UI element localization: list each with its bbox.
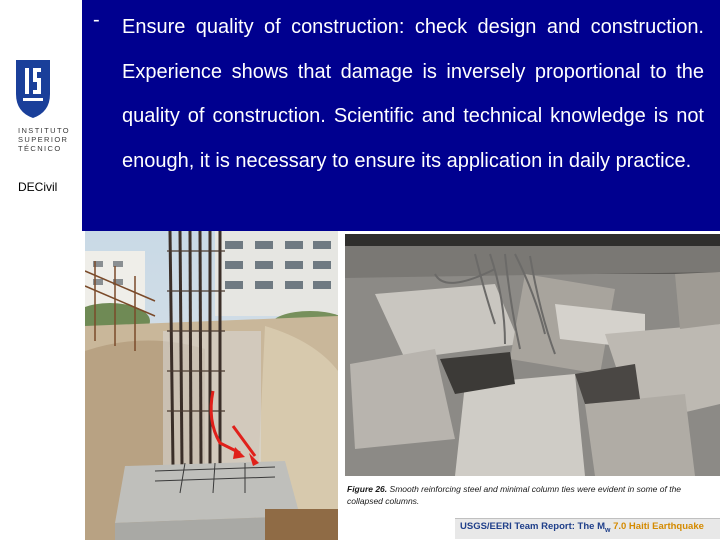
figure-number: Figure 26. bbox=[347, 484, 388, 494]
figure-caption bbox=[347, 483, 719, 507]
construction-site-photo bbox=[85, 231, 338, 540]
report-title-suffix: 7.0 Haiti Earthquake bbox=[610, 521, 704, 532]
report-title-prefix: USGS/EERI Team Report: The M bbox=[460, 521, 605, 532]
bullet-marker: - bbox=[93, 9, 100, 31]
institution-name bbox=[18, 126, 78, 153]
institution-line-1: INSTITUTO bbox=[18, 126, 71, 135]
ist-logo-icon bbox=[14, 58, 52, 120]
figure-caption-text: Smooth reinforcing steel and minimal column ties were evident in some of the collapsed columns. bbox=[347, 484, 682, 506]
report-title bbox=[460, 521, 704, 534]
report-title-subscript: w bbox=[604, 526, 611, 534]
body-paragraph: Ensure quality of construction: check design and construction. Experience shows that damage is inversely proportional to the quality of construction. Scientific and technical knowledge is not enough, it is necessary to ensure its application in daily practice. bbox=[122, 16, 704, 172]
collapsed-column-photo bbox=[345, 234, 720, 476]
institution-line-3: TÉCNICO bbox=[18, 144, 62, 153]
institution-line-2: SUPERIOR bbox=[18, 135, 69, 144]
department-label: DECivil bbox=[18, 180, 58, 194]
